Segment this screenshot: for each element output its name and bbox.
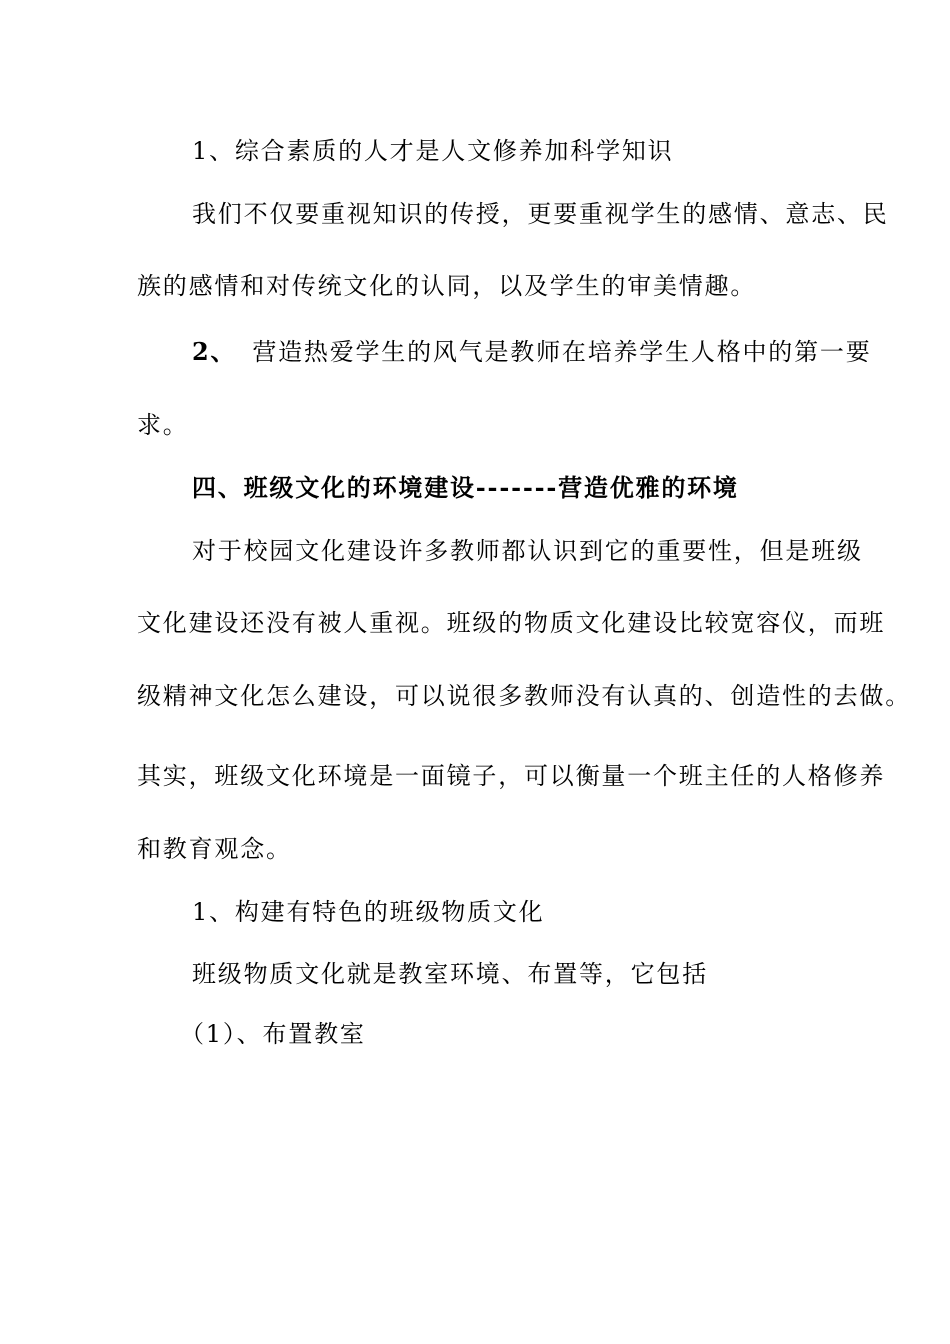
paragraph-line: 级精神文化怎么建设，可以说很多教师没有认真的、创造性的去做。 — [137, 682, 911, 710]
paragraph-line: 我们不仅要重视知识的传授，更要重视学生的感情、意志、民 — [192, 200, 889, 228]
section-4-heading: 四、班级文化的环境建设-------营造优雅的环境 — [192, 473, 739, 502]
paragraph-line: 和教育观念。 — [137, 835, 292, 863]
point-2-heading — [192, 337, 872, 367]
paragraph-line: 文化建设还没有被人重视。班级的物质文化建设比较宽容仪，而班 — [137, 609, 886, 637]
point-1-heading: 1、综合素质的人才是人文修养加科学知识 — [192, 137, 674, 165]
paragraph-line: 族的感情和对传统文化的认同，以及学生的审美情趣。 — [137, 272, 757, 300]
paragraph-line: 其实，班级文化环境是一面镜子，可以衡量一个班主任的人格修养 — [137, 762, 886, 790]
paragraph-line: 班级物质文化就是教室环境、布置等，它包括 — [192, 960, 708, 988]
paragraph-line: 对于校园文化建设许多教师都认识到它的重要性，但是班级 — [192, 537, 863, 565]
list-item-1: （1）、布置教室 — [180, 1020, 366, 1048]
point-2-number: 2、 — [192, 337, 237, 366]
point-2-text: 营造热爱学生的风气是教师在培养学生人格中的第一要 — [252, 338, 872, 366]
subsection-1-heading: 1、构建有特色的班级物质文化 — [192, 898, 545, 926]
paragraph-line: 求。 — [137, 411, 189, 439]
